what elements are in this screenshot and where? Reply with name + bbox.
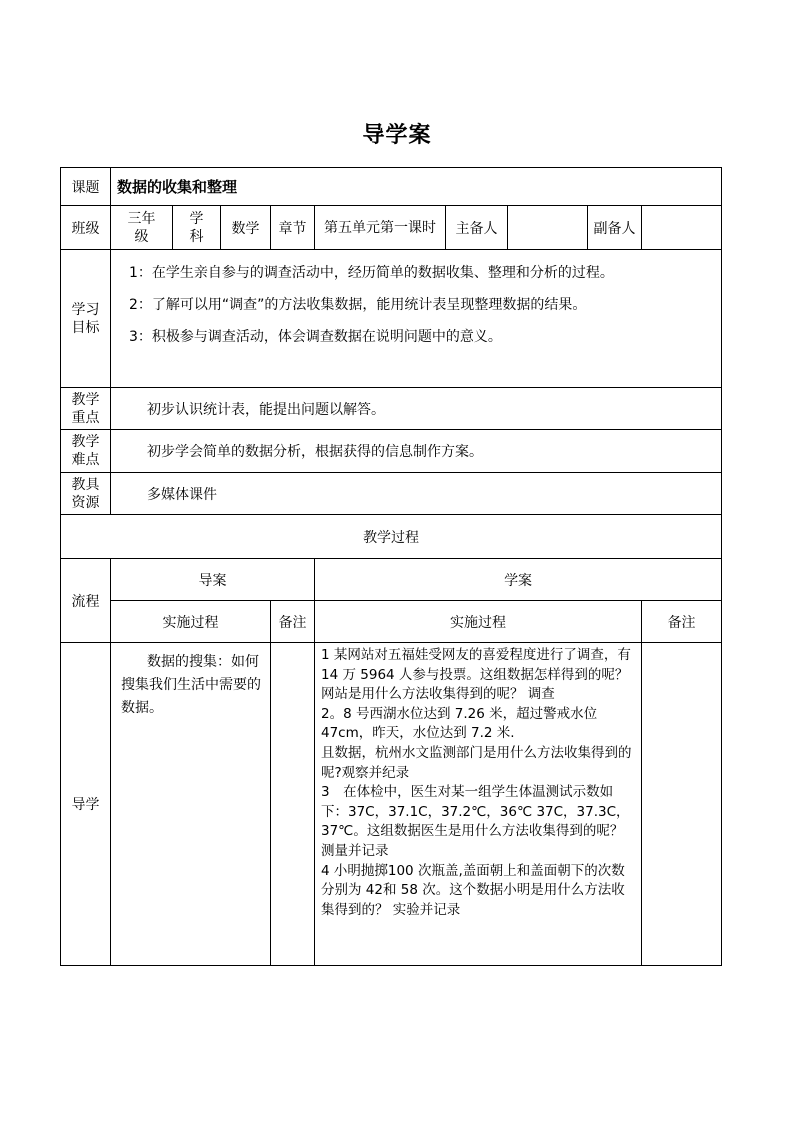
- notes-header-right: 备注: [642, 601, 722, 643]
- process-header-row: [61, 515, 722, 559]
- study-line: 4 小明抛掷100 次瓶盖,盖面朝上和盖面朝下的次数分别为 42和 58 次。这个数据小明是用什么方法收集得到的？ 实验并记录: [321, 862, 625, 918]
- resources-value: 多媒体课件: [111, 473, 722, 515]
- difficulty-label: 教学难点: [61, 430, 111, 473]
- sub-preparer-label: 副备人: [588, 206, 642, 250]
- sub-preparer-value: [642, 206, 722, 250]
- guide-notes: [271, 643, 315, 966]
- impl-header-left: 实施过程: [111, 601, 271, 643]
- chapter-label: 章节: [271, 206, 315, 250]
- chapter-value: 第五单元第一课时: [315, 206, 446, 250]
- topic-row: [61, 168, 722, 206]
- resources-row: [61, 473, 722, 515]
- subject-value: 数学: [221, 206, 271, 250]
- topic-value: 数据的收集和整理: [111, 168, 722, 206]
- goals-list: [111, 250, 722, 388]
- study-line: 1 某网站对五福娃受网友的喜爱程度进行了调查，有 14 万 5964 人参与投票。这组数据怎样得到的呢？网站是用什么方法收集得到的呢？ 调查: [321, 647, 631, 703]
- goal-item: 1：在学生亲自参与的调查活动中，经历简单的数据收集、整理和分析的过程。: [129, 265, 614, 281]
- key-point-row: [61, 388, 722, 430]
- key-point-value: 初步认识统计表，能提出问题以解答。: [111, 388, 722, 430]
- study-text: [315, 643, 642, 966]
- difficulty-row: [61, 430, 722, 473]
- class-value: 三年级: [111, 206, 173, 250]
- main-preparer-label: 主备人: [446, 206, 508, 250]
- study-line: 3 在体检中，医生对某一组学生体温测试示数如下：37C，37.1C，37.2℃，36℃ 37C，37.3C，37℃。这组数据医生是用什么方法收集得到的呢？测量并记录: [321, 784, 630, 859]
- process-header: 教学过程: [61, 515, 722, 559]
- impl-header-right: 实施过程: [315, 601, 642, 643]
- study-header: 学案: [315, 559, 722, 601]
- notes-header-left: 备注: [271, 601, 315, 643]
- study-notes: [642, 643, 722, 966]
- info-row: [61, 206, 722, 250]
- goal-item: 3：积极参与调查活动，体会调查数据在说明问题中的意义。: [129, 329, 502, 345]
- key-point-label: 教学重点: [61, 388, 111, 430]
- flow-label: 流程: [61, 559, 111, 643]
- plan-subheader-row: [61, 601, 722, 643]
- difficulty-value: 初步学会简单的数据分析，根据获得的信息制作方案。: [111, 430, 722, 473]
- main-preparer-value: [508, 206, 588, 250]
- goal-item: 2：了解可以用“调查”的方法收集数据，能用统计表呈现整理数据的结果。: [129, 297, 587, 313]
- subject-label: 学科: [173, 206, 221, 250]
- page-title: 导学案: [362, 123, 432, 148]
- study-line: 2。8 号西湖水位达到 7.26 米，超过警戒水位 47cm，昨天，水位达到 7.2 米.: [321, 705, 598, 742]
- guide-row: [61, 643, 722, 966]
- goals-label: 学习目标: [61, 250, 111, 388]
- lesson-plan-table: [60, 167, 722, 966]
- plan-header-row: [61, 559, 722, 601]
- class-label: 班级: [61, 206, 111, 250]
- goals-row: [61, 250, 722, 388]
- topic-label: 课题: [61, 168, 111, 206]
- guide-header: 导案: [111, 559, 315, 601]
- study-line: 且数据，杭州水文监测部门是用什么方法收集得到的呢?观察并纪录: [321, 744, 632, 781]
- guide-text: 数据的搜集：如何搜集我们生活中需要的数据。: [111, 643, 271, 966]
- guide-row-label: 导学: [61, 643, 111, 966]
- resources-label: 教具资源: [61, 473, 111, 515]
